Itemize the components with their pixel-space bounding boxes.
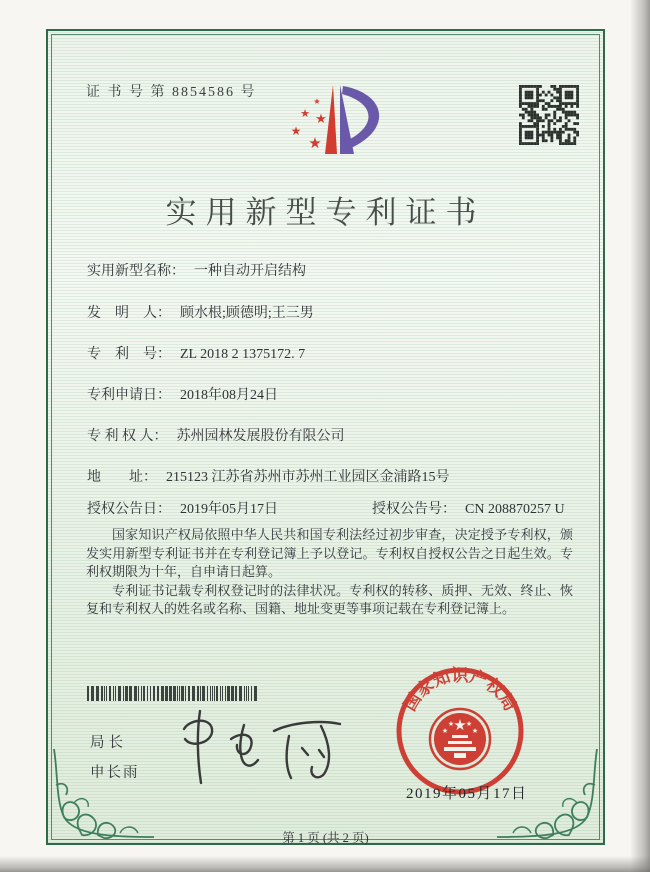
svg-text:★: ★ <box>441 727 449 735</box>
svg-text:★: ★ <box>447 720 455 728</box>
seal-date: 2019年05月17日 <box>406 786 528 802</box>
field-label: 专 利 权 人： <box>87 429 168 444</box>
svg-text:国家知识产权局 <box>400 666 520 714</box>
certificate-title: 实用新型专利证书 <box>165 195 486 230</box>
signature-shen-changyu <box>170 699 355 799</box>
page-number: 第 1 页 (共 2 页) <box>282 831 369 845</box>
official-seal <box>394 665 526 797</box>
field-value: CN 208870257 U <box>465 502 565 517</box>
svg-text:★: ★ <box>453 718 467 734</box>
legal-paragraph-2: 专利证书记载专利权登记时的法律状况。专利权的转移、质押、无效、终止、恢复和专利权人的姓名或名称、国籍、地址变更等事项记载在专利登记簿上。 <box>86 582 573 616</box>
field-label: 授权公告号： <box>372 502 456 517</box>
field-value: 215123 江苏省苏州市苏州工业园区金浦路15号 <box>166 470 450 485</box>
scan-shadow-right <box>630 0 650 872</box>
field-row-inventors <box>87 302 314 322</box>
svg-text:★: ★ <box>308 136 322 152</box>
field-label: 授权公告日： <box>87 502 171 517</box>
field-value: 2018年08月24日 <box>180 388 278 403</box>
field-value: 苏州园林发展股份有限公司 <box>176 429 345 444</box>
signer-name: 申长雨 <box>90 765 140 781</box>
svg-text:★: ★ <box>313 97 321 106</box>
field-value: 顾水根;顾德明;王三男 <box>180 306 314 321</box>
signer-title: 局长 <box>90 735 127 751</box>
svg-text:★: ★ <box>471 727 479 735</box>
field-row-utility-model-name <box>87 260 306 280</box>
field-row-address <box>87 466 450 486</box>
svg-text:★: ★ <box>315 111 327 126</box>
scan-shadow-bottom <box>0 856 650 872</box>
field-label: 实用新型名称： <box>87 264 185 279</box>
field-label: 发 明 人： <box>87 306 171 321</box>
certificate-frame <box>46 29 605 845</box>
patent-office-logo-icon <box>270 78 402 176</box>
field-value: 2019年05月17日 <box>180 502 278 517</box>
seal-ring-text: 国家知识产权局 <box>400 665 520 715</box>
field-row-patentee <box>87 425 345 445</box>
field-label: 地 址： <box>87 470 157 485</box>
field-value: 一种自动开启结构 <box>194 264 306 279</box>
legal-text <box>86 526 573 619</box>
national-emblem-icon <box>430 709 490 769</box>
field-label: 专利申请日： <box>87 388 171 403</box>
corner-flourish-left-icon <box>50 745 158 841</box>
svg-text:★: ★ <box>465 720 473 728</box>
field-label: 专 利 号： <box>87 347 171 362</box>
svg-text:★: ★ <box>290 124 302 138</box>
qr-code <box>519 85 579 145</box>
certificate-number: 证 书 号 第 8854586 号 <box>86 85 257 100</box>
legal-paragraph-1: 国家知识产权局依照中华人民共和国专利法经过初步审查，决定授予专利权，颁发实用新型专利证书并在专利登记簿上予以登记。专利权自授权公告之日起生效。专利权期限为十年，自申请日起算。 <box>86 527 573 579</box>
field-row-patent-number <box>87 343 305 363</box>
svg-text:★: ★ <box>300 108 310 120</box>
field-value: ZL 2018 2 1375172. 7 <box>180 347 306 362</box>
field-row-filing-date <box>87 384 278 404</box>
field-row-grant-info <box>87 498 565 518</box>
